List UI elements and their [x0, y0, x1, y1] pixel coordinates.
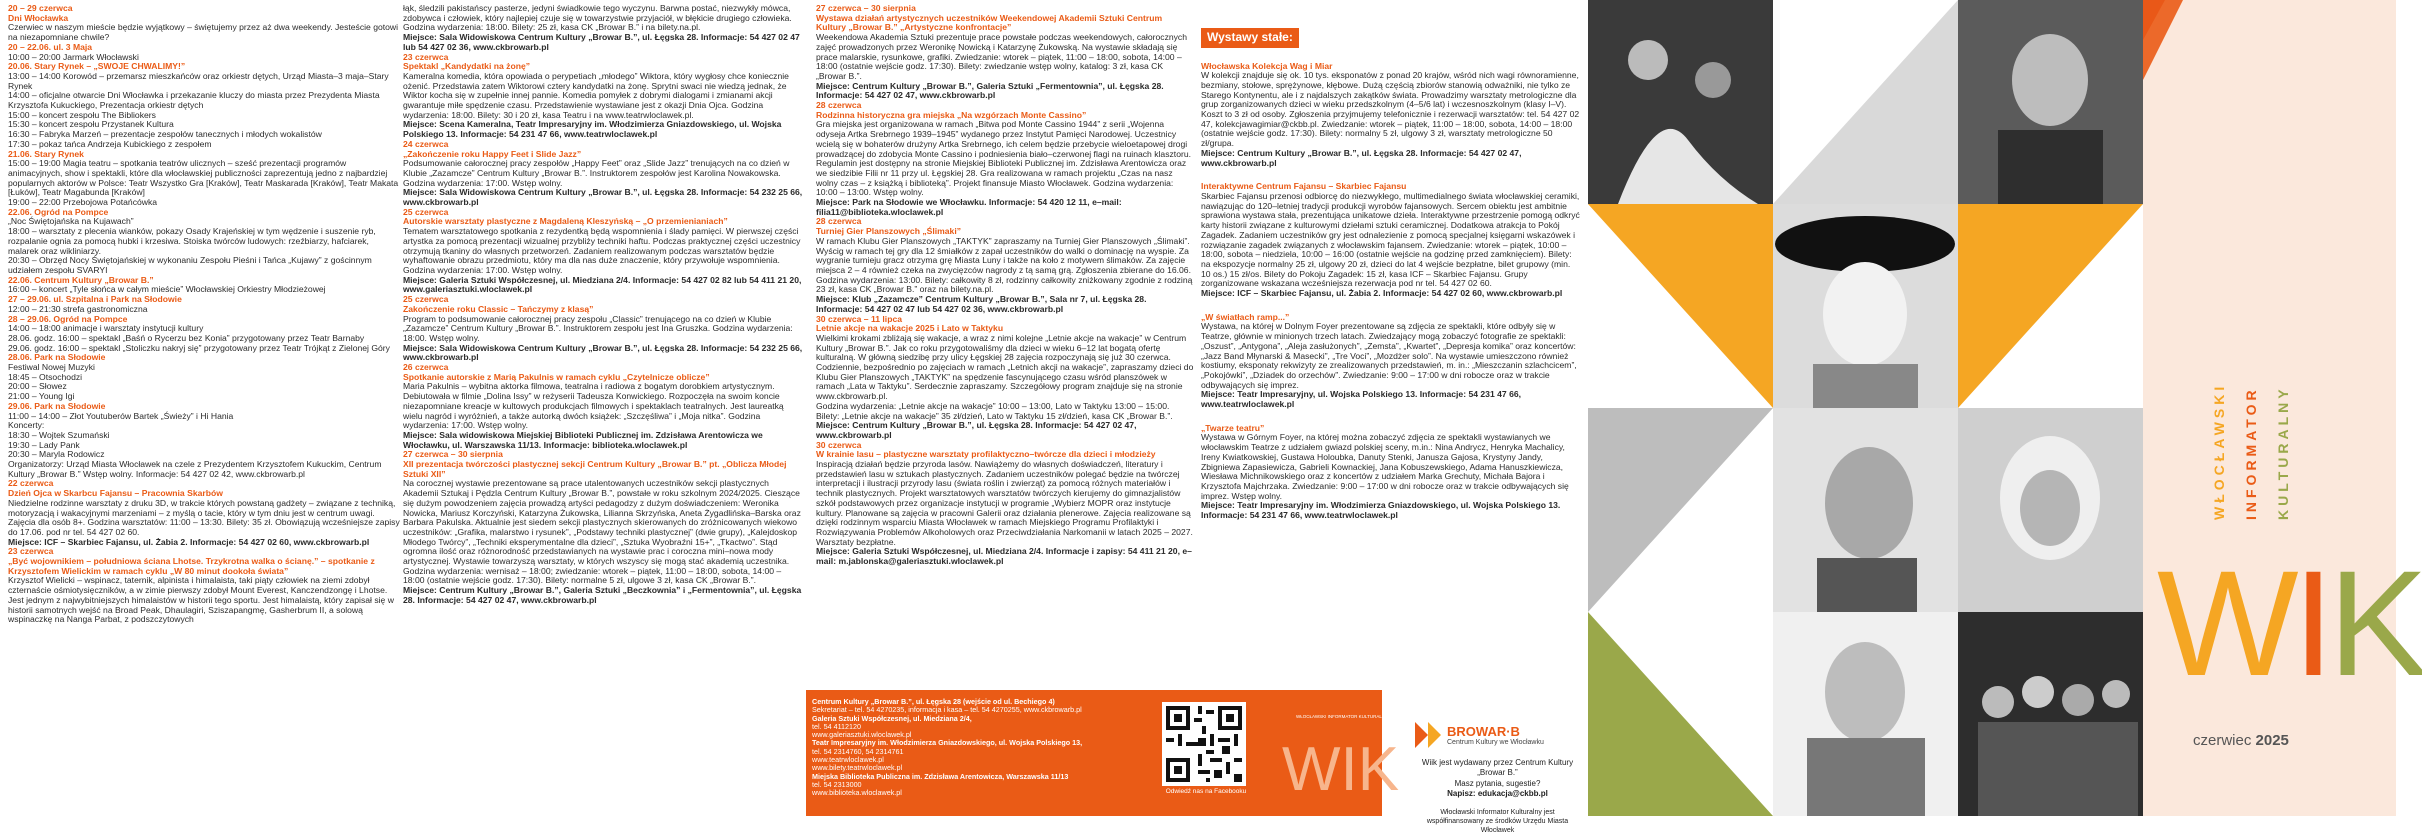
woman-hat-photo-icon	[1773, 204, 1958, 408]
event-venue: Miejsce: ICF – Skarbiec Fajansu, ul. Żabia 2. Informacje: 54 427 02 60, www.ckbrowarb.pl	[1201, 288, 1563, 299]
event-text: 20:30 – Obrzęd Nocy Świętojańskiej w wykonaniu Zespołu Pieśni i Tańca „Kujawy” z gościnnym udziałem zespołu SVARYI	[8, 255, 372, 275]
event-venue: Miejsce: Klub „Zazamcze” Centrum Kultury „Browar B.”, Sala nr 7, ul. Łęgska 28. Informacje: 54 427 02 47 lub 54 427 02 36, www.ckbrowarb.pl	[816, 294, 1147, 314]
event-text: 15:00 – 19:00 Magia teatru – spotkania teatrów ulicznych – sześć prezentacji programów animacyjnych, show i spektakli, które dla włocławskiej publiczności zaprezentują jedno z najbardziej popularnych aktorów w Polsce: Teatr Wszystko Gra [Kraków], Teatr Maskarada [Kraków], Teatr Makata [Łuków], Teatr Magabunda [Kraków]	[8, 158, 399, 198]
event-heading: Wystawa działań artystycznych uczestników Weekendowej Akademii Sztuki Centrum Kultury „Browar B.” „Artystyczne konfrontacje”	[816, 12, 1163, 33]
photo-blonde-woman	[1958, 408, 2143, 612]
event-venue: Miejsce: Centrum Kultury „Browar B.”, ul. Łęgska 28. Informacje: 54 427 02 47, www.ckbrowarb.pl	[1201, 147, 1522, 168]
qr-label: Odwiedź nas na Facebooku	[1165, 788, 1247, 795]
event-venue: Miejsce: Galeria Sztuki Współczesnej, ul. Miedziana 2/4. Informacje: 54 427 02 82 lub 54 411 21 20, www.galeriasztuki.wloclawek.pl	[403, 274, 802, 295]
dancers-photo-icon	[1588, 0, 1773, 204]
section-badge: Wystawy stałe:	[1201, 28, 1299, 48]
event-heading: 20.06. Stary Rynek – „SWOJE CHWALIMY!”	[8, 61, 186, 72]
man-photo-icon	[1958, 0, 2143, 204]
event-text: Godzina wydarzenia: „Letnie akcje na wakacje” 10:00 – 13:00, Lato w Taktyku 13:00 – 15:00. Bilety: „Letnie akcje na wakacje” 35 zł/dzień, Lato w Taktyku 15 zł/dzień, kasa CK „Browar B.”.	[816, 400, 1173, 421]
triangle-pattern-icon	[1588, 204, 1773, 408]
event-heading: Spotkanie autorskie z Marią Pakulnis w ramach cyklu „Czytelnicze oblicze”	[403, 371, 710, 382]
event-text: łąk, śledzili pakistańscy pasterze, jedyni świadkowie tego wyczynu. Barwna postać, niezwykły mówca, zdobywca i człowiek, który najlepiej czuje się w towarzystwie przyjaciół, w błękicie drugiego człowieka. Godzina wydarzenia: 18:00. Bilety: 25 zł, kasa CK „Browar B.” i na bilety.na.pl.	[403, 3, 792, 33]
event-heading: 20 – 29 czerwca	[8, 3, 73, 13]
cover-date	[2193, 732, 2289, 749]
event-text: 14:00 – 18:00 animacje i warsztaty instytucji kultury	[8, 323, 204, 334]
event-heading: 20 – 22.06. ul. 3 Maja	[8, 41, 93, 52]
column-events-3	[816, 4, 1194, 794]
event-heading: Włocławska Kolekcja Wag i Miar	[1201, 60, 1333, 71]
event-text: Podsumowanie całorocznej pracy zespołów „Happy Feet” oraz „Slide Jazz” trenujących na co dzień w Klubie „Zazamcze” Centrum Kultury „Browar B.”. Instruktorem zespołów jest Karolina Nowakowska. Godzina wydarzenia: 17:00. Wstęp wolny.	[403, 158, 790, 188]
event-text: Czerwiec w naszym mieście będzie wyjątkowy – świętujemy przez aż dwa weekendy. Jesteście gotowi na niezapomniane chwile?	[8, 22, 399, 43]
contact-line: Sekretariat – tel. 54 4270235, informacja i kasa – tel. 54 4270255, www.ckbrowarb.pl	[812, 705, 1082, 715]
cover-word-3: KULTURALNY	[2275, 385, 2291, 520]
event-text: 16:30 – Fabryka Marzeń – prezentacje zespołów tanecznych i młodych wokalistów	[8, 129, 322, 140]
event-text: Kameralna komedia, która opowiada o perypetiach „młodego” Wiktora, który wygłosy chce koniecznie ożenić. Przedstawia zatem Wiktorowi cztery kandydatki na żonę. Sprytni swaci nie wiedzą jednak, że Wiktor kocha się w zupełnie innej pannie. Komedia pomyłek z dobrymi dialogami i zmianami akcji gwarantuje miłe spędzenie czasu. Przedstawienie wystawiane jest z okazji Dnia Ojca. Godzina wydarzenia: 18:00. Bilety: 30 i 20 zł, kasa Teatru i na www.teatrwloclawek.pl.	[403, 70, 789, 120]
publisher-funding: Włocławski Informator Kulturalny jest współfinansowany ze środków Urzędu Miasta Włocławek	[1426, 808, 1569, 834]
event-text: 10:00 – 20:00 Jarmark Włocławski	[8, 51, 139, 62]
contact-line: Centrum Kultury „Browar B.”, ul. Łęgska 28 (wejście od ul. Bechiego 4)	[812, 697, 1055, 706]
event-text: Organizatorzy: Urząd Miasta Włocławek na czele z Prezydentem Krzysztofem Kukuckim, Centrum Kultury „Browar B.” Wstęp wolny. Informacje: 54 427 02 42, www.ckbrowarb.pl	[8, 459, 382, 479]
event-heading: 27 czerwca – 30 sierpnia	[403, 449, 503, 460]
event-heading: 25 czerwca	[403, 206, 449, 217]
event-heading: 30 czerwca – 11 lipca	[816, 313, 903, 324]
event-text: Krzysztof Wielicki – wspinacz, taternik, alpinista i himalaista, taki piąty człowiek na ziemi zdobył czternaście ośmiotysięczników, a w zimie pierwszy zdobył Mount Everest, Kanczendzongę i Lhotse. Jest jednym z najwybitniejszych himalaistów w historii tego sportu. Jest himalaistą, który zapisał się w historii samotnych wejść na Broad Peak, Dhaulagiri, Sziszapangmę, Gasherbrum II, a solową wspinaczkę na Nanga Parbat, z podszczytowych	[8, 575, 394, 625]
event-text: 20:30 – Maryla Rodowicz	[8, 449, 105, 460]
event-heading: 21.06. Stary Rynek	[8, 148, 84, 159]
event-text: 11:00 – 14:00 – Złot Youtuberów Bartek „Świeży” i Hi Hania	[8, 410, 234, 421]
contact-addresses	[812, 698, 1142, 797]
small-logo-sub: WŁOCŁAWSKI INFORMATOR KULTURALNY	[1296, 714, 1389, 719]
contact-line[interactable]: www.bilety.teatrwloclawek.pl	[812, 763, 903, 773]
blonde-woman-photo-icon	[1958, 408, 2143, 612]
small-logo-text: WIK	[1282, 735, 1400, 804]
browar-logo-icon	[1415, 722, 1441, 748]
publisher-email[interactable]: Napisz: edukacja@ckbb.pl	[1447, 789, 1548, 799]
event-heading: Dni Włocławka	[8, 12, 69, 23]
event-heading: „W światłach ramp...”	[1201, 311, 1290, 322]
event-heading: Spektakl „Kandydatki na żonę”	[403, 61, 531, 72]
cover-month: czerwiec	[2193, 732, 2252, 749]
spacer	[1201, 299, 1581, 313]
photo-dancers	[1588, 0, 1773, 204]
event-text: 28.06. godz. 16:00 – spektakl „Baśń o Rycerzu bez Konia” przygotowany przez Teatr Barnaby	[8, 332, 365, 343]
event-text: Koncerty:	[8, 420, 45, 431]
browar-logo-sub: Centrum Kultury we Włocławku	[1447, 739, 1544, 746]
event-venue: Miejsce: Park na Słodowie we Włocławku. Informacje: 54 420 12 11, e–mail: filia11@biblioteka.wloclawek.pl	[816, 197, 1122, 217]
event-venue: Miejsce: Galeria Sztuki Współczesnej, ul. Miedziana 2/4. Informacje i zapisy: 54 411 21 20, e–mail: m.jablonska@galeriasztuki.wloclawek.pl	[816, 546, 1192, 567]
event-venue: Miejsce: Centrum Kultury „Browar B.”, Galeria Sztuki „Fermentownia”, ul. Łęgska 28. Informacje: 54 427 02 47, www.ckbrowarb.pl	[816, 80, 1164, 101]
contact-line: Teatr Impresaryjny im. Włodzimierza Gniazdowskiego, ul. Wojska Polskiego 13,	[812, 738, 1083, 748]
event-text: Weekendowa Akademia Sztuki prezentuje prace powstałe podczas weekendowych, całorocznych zajęć prowadzonych przez Weronikę Nowicką i Katarzynę Żukowską. Na wystawie składają się prace malarskie, rysunkowe, grafiki. Zwiedzanie: wtorek – piątek, 11:00 – 18:00, sobota, 14:00 – 18:00 (ostatnie wejście godz. 17:30). Bilety: zwiedzanie wstęp wolny, katalog: 3 zł, kasa CK „Browar B.”.	[816, 32, 1188, 81]
event-heading: XII prezentacja twórczości plastycznej sekcji Centrum Kultury „Browar B.” pt. „Oblicza Młodej Sztuki XII”	[403, 459, 787, 479]
event-text: 21:00 – Young Igi	[8, 391, 75, 402]
pattern-tile-3	[1958, 204, 2143, 408]
contact-line: Galeria Sztuki Współczesnej, ul. Miedziana 2/4,	[812, 713, 972, 723]
event-text: 16:00 – koncert „Tyle słońca w całym mieście” Włocławskiej Orkiestry Młodzieżowej	[8, 284, 326, 295]
event-heading: 28 czerwca	[816, 100, 862, 111]
event-heading: Interaktywne Centrum Fajansu – Skarbiec Fajansu	[1201, 181, 1407, 192]
event-heading: 23 czerwca	[403, 51, 449, 62]
event-text: 18:30 – Wojtek Szumański	[8, 429, 110, 440]
event-venue: Miejsce: Teatr Impresaryjny, ul. Wojska Polskiego 13. Informacje: 54 231 47 66, www.teatrwloclawek.pl	[1201, 389, 1522, 410]
cover-logo-i: I	[2292, 539, 2329, 707]
event-text: Na corocznej wystawie prezentowane są prace utalentowanych uczestników sekcji plastycznych Akademii Sztukaj i Pędzla Centrum Kultury „Browar B.”, powstałe w roku szkolnym 2024/2025. Cieszące się dużym powodzeniem zajęcia prowadzą artyści pedagodzy z dużym doświadczeniem: Weronika Nowicka, Mariusz Korczyński, Katarzyna Żukowska, Lilianna Skrzyńska, Aneta Żygadlińska–Barska oraz Barbara Pakulska. Aktualnie jest siedem sekcji plastycznych skierowanych do zróżnicowanych wiekowo uczestników: „Grafika, malarstwo i rysunek”, „Podstawy techniki plastycznej” (dwie grupy), „Kalejdoskop Młodego Twórcy”, „Techniki eksperymentalne dla dzieci”, „Sztuka Wyobraźni 15+”, „Tkactwo”. Stąd ogromna ilość oraz różnorodność przedstawianych na wystawie prac i coroczna mini–nowa mody artystycznej. Wystawie towarzyszą warsztaty, w których wszyscy się mogą stać akademią uczestnika. Godzina wydarzenia: wernisaż – 18:00; zwiedzanie: wtorek – piątek, 11:00 – 18:00, sobota, 14:00 – 18:00 (ostatnie wejście godz. 17:30). Bilety: normalne 5 zł, ulgowe 3 zł, kasa CK „Browar B.”.	[403, 478, 801, 586]
spacer	[1201, 410, 1581, 424]
event-heading: Zakończenie roku Classic – Tańczymy z klasą”	[403, 303, 594, 314]
contact-line: tel. 54 2313000	[812, 779, 862, 789]
contact-line[interactable]: www.teatrwloclawek.pl	[812, 754, 884, 764]
event-venue: Miejsce: Sala Widowiskowa Centrum Kultury „Browar B.”, ul. Łęgska 28. Informacje: 54 232 25 66, www.ckbrowarb.pl	[403, 342, 803, 363]
event-venue: Miejsce: Centrum Kultury „Browar B.”, ul. Łęgska 28. Informacje: 54 427 02 47, www.ckbrowarb.pl	[816, 420, 1137, 440]
event-text: Wystawa w Górnym Foyer, na której można zobaczyć zdjęcia ze spektakli wystawianych we włocławskim Teatrze z udziałem gwiazd polskiej sceny, m.in.: Nina Andrycz, Henryka Machalicy, Ireny Kwiatkowskiej, Gustawa Holoubka, Danuty Stenki, Janusza Gajosa, Krystyny Jandy, Zbigniewa Zapasiewicza, Gabrieli Kownackiej, Jana Kobuszewskiego, Adama Hanuszkiewicza, Wiesława Michnikowskiego oraz z koncertów z udziałem Marka Grechuty, Michała Bajora i Krzysztofa Majchrzaka. Zwiedzanie: 9:00 – 17:00 w dni robocze oraz w trakcie odbywających się imprez. Wstęp wolny.	[1201, 432, 1569, 501]
event-venue: Miejsce: Sala widowiskowa Miejskiej Biblioteki Publicznej im. Zdzisława Arentowicza we Włocławku, ul. Warszawska 11/13. Informacje: biblioteka.wloclawek.pl	[403, 429, 763, 450]
event-text: 17:30 – pokaz tańca Andrzeja Kubickiego z zespołem	[8, 138, 212, 149]
elder-man-photo-icon	[1773, 408, 1958, 612]
event-venue: Miejsce: Centrum Kultury „Browar B.”, Galeria Sztuki „Beczkownia” i „Fermentownia”, ul. Łęgska 28. Informacje: 54 427 02 47, www.ckbrowarb.pl	[403, 585, 802, 605]
photo-actress	[1773, 612, 1958, 816]
event-text: Wystawa, na której w Dolnym Foyer prezentowane są zdjęcia ze spektakli, które odbyły się w Teatrze, głównie w minionych trzech latach. Zwiedzający mogą zobaczyć fotografie ze spektakli: „Oszust”, „Antygona”, „Aleja zasłużonych”, „Zemsta”, „Kwartet”, „Depresja komika” oraz koncertów: „Jazz Band Młynarski & Masecki”, „Tre Voci”, „Mozdżer solo”. Na wystawie umieszczono również kostiumy, eksponaty rekwizyty ze zrealizowanych przedstawień, m. in.: „Mieszczanin szlachcicem”, „Pokojówki”, „Dziadek do orzechów”. Zwiedzanie: 9:00 – 17:00 w dni robocze oraz w trakcie odbywających się imprez.	[1201, 321, 1577, 390]
event-text: Wielkimi krokami zbliżają się wakacje, a wraz z nimi kolejne „Letnie akcje na wakacje” w Centrum Kultury „Browar B.”. Jak co roku przygotowaliśmy dla dzieci w wieku 6–12 lat bogatą ofertę kulturalną. W główną siedzibę przy ulicy Łęgskiej 28 zajęcia rozpoczynają się już 30 czerwca. Codziennie, bezpośrednio po zajęciach w ramach „Letnich akcji na wakacje”, zapraszamy dzieci do Klubu Gier Planszowych „TAKTYK” na spędzenie fascynującego czasu wśród planszówek w ramach „Lata w Taktyku”. Serdecznie zapraszamy. Szczegółowy program znajduje się na stronie www.ckbrowarb.pl.	[816, 332, 1194, 402]
publisher-info	[1415, 722, 1580, 835]
event-text: Tematem warsztatowego spotkania z rezydentką będą wspomnienia i ślady pamięci. W pierwszej części artystka za pomocą prezentacji wizualnej przybliży techniki haftu. Podczas praktycznej części uczestnicy otrzymują tkaniny do własnych przetworzeń. Zadaniem realizowanym podczas warsztatów będzie wyhaftowanie obrazu przedmiotu, który ma dla nas duże znaczenie, który przywołuje wspomnienia. Godzina wydarzenia: 17:00. Wstęp wolny.	[403, 226, 801, 275]
event-text: 13:00 – 14:00 Korowód – przemarsz mieszkańców oraz orkiestr dętych, Urząd Miasta–3 maja–Stary Rynek	[8, 70, 389, 91]
event-text: Gra miejska jest organizowana w ramach „Bitwa pod Monte Cassino 1944” z serii „Wojenna odyseja Artka Srebrnego 1939–1945” wydanego przez Instytut Pamięci Narodowej. Uczestnicy wcielą się w bohaterów drużyny Artka Srebrnego, ich celem będzie przebycie wieloetapowej drogi prowadzącej do zdobycia Monte Cassino i podniesienia biało–czerwonej flagi na ruinach klasztoru. Regulamin jest dostępny na stronie Miejskiej Biblioteki Publicznej im. Zdzisława Arentowicza oraz we siedzibie Filii nr 11 przy ul. Łęgskiej 28. Gra realizowana w ramach projektu „Czas na nasz wolny czas – z książką i biblioteką”. Projekt finansuje Miasto Włocławek. Godzina wydarzenia: 10:00 – 13:00. Wstęp wolny.	[816, 119, 1191, 198]
event-heading: 28 – 29.06. Ogród na Pompce	[8, 313, 128, 324]
triangle-pattern-icon	[1588, 408, 1773, 612]
event-text: 19:00 – 22:00 Przebojowa Potańcówka	[8, 197, 158, 208]
triangle-pattern-icon	[1958, 204, 2143, 408]
band-photo-icon	[1958, 612, 2143, 816]
event-heading: Letnie akcje na wakacje 2025 i Lato w Taktyku	[816, 323, 1004, 334]
column-events-1	[8, 4, 400, 814]
pattern-tile-5	[1588, 612, 1773, 816]
column-events-2	[403, 4, 803, 814]
cover-logo-k: K	[2328, 539, 2422, 707]
event-text: 19:30 – Lady Pank	[8, 439, 80, 450]
cover-panel	[2143, 0, 2422, 816]
event-heading: Autorskie warsztaty plastyczne z Magdaleną Kleszyńską – „O przemienianiach”	[403, 216, 728, 227]
photo-woman-hat	[1773, 204, 1958, 408]
event-text: 18:00 – warsztaty z plecenia wianków, pokazy Osady Krajeńskiej w tym wędzenie i suszenie ryb, rozpalanie ognia za pomocą hubki i krzesiwa. Stoiska twórców ludowych: rzeźbiarzy, hafciarek, malarek oraz wikliniarzy.	[8, 226, 376, 256]
event-heading: „Być wojownikiem – południowa ściana Lhotse. Trzykrotna walka o ścianę.” – spotkanie z Krzysztofem Wielickim w ramach cyklu „W 80 minut dookoła świata”	[8, 556, 375, 576]
triangle-pattern-icon	[1588, 612, 1773, 816]
event-venue: Miejsce: Sala Widowiskowa Centrum Kultury „Browar B.”, ul. Łęgska 28. Informacje: 54 427 02 47 lub 54 427 02 36, www.ckbrowarb.pl	[403, 32, 800, 52]
event-heading: Dzień Ojca w Skarbcu Fajansu – Pracownia Skarbów	[8, 488, 223, 499]
event-venue: Miejsce: Scena Kameralna, Teatr Impresaryjny im. Włodzimierza Gniazdowskiego, ul. Wojska Polskiego 13. Informacje: 54 231 47 66, www.teatrwloclawek.pl	[403, 119, 782, 140]
publisher-line-2: Masz pytania, sugestie?	[1454, 778, 1541, 788]
cover-year: 2025	[2255, 732, 2289, 749]
event-text: Program to podsumowanie całorocznej pracy zespołu „Classic” trenującego na co dzień w Klubie „Zazamcze” Centrum Kultury „Browar B.”. Instruktorem zespołu jest Ina Gruszka. Godzina wydarzenia: 18:00. Wstęp wolny.	[403, 313, 793, 343]
event-heading: 22 czerwca	[8, 478, 54, 489]
event-heading: 27 czerwca – 30 sierpnia	[816, 3, 916, 13]
event-text: „Noc Świętojańska na Kujawach”	[8, 216, 134, 227]
triangle-pattern-icon	[1773, 0, 1958, 204]
contact-line[interactable]: www.galeriasztuki.wloclawek.pl	[812, 730, 912, 740]
photo-band	[1958, 612, 2143, 816]
event-text: Festiwal Nowej Muzyki	[8, 362, 95, 373]
event-heading: 27 – 29.06. ul. Szpitalna i Park na Słodowie	[8, 294, 182, 305]
event-text: 14:00 – oficjalne otwarcie Dni Włocławka i przekazanie kluczy do miasta przez Prezydenta Miasta Krzysztofa Kukuckiego, Prezentacja orkiestr dętych	[8, 90, 380, 111]
publisher-line-1: Wiik jest wydawany przez Centrum Kultury „Browar B.”	[1421, 758, 1574, 778]
qr-code[interactable]	[1162, 702, 1246, 786]
actress-photo-icon	[1773, 612, 1958, 816]
event-heading: 24 czerwca	[403, 138, 449, 149]
cover-logo-w: W	[2157, 539, 2293, 707]
event-heading: W krainie lasu – plastyczne warsztaty profilaktyczno–twórcze dla dzieci i młodzieży	[816, 449, 1156, 460]
event-text: W ramach Klubu Gier Planszowych „TAKTYK” zapraszamy na Turniej Gier Planszowych „Ślimaki”. Wyścig w ramach tej gry dla 12 śmiałków z zapał uczestników do walki o dominację na wyspie. Za wygranie turnieju gracz otrzyma grę Miasta Luny i także na koło z motywem ślimaków. Za zajęcie miejsca 2 – 4 również czeka na zwycięzców nagrody z tą samą grą. Zgłoszenia zbierane do 16.06. Godzina wydarzenia: 13:00. Bilety: całkowity 8 zł, rodzinny całkowity zniżkowany zgodnie z rodziną 23 zł, kasa CK „Browar B.” oraz na bilety.na.pl.	[816, 235, 1193, 295]
event-venue: Miejsce: Sala Widowiskowa Centrum Kultury „Browar B.”, ul. Łęgska 28. Informacje: 54 232 25 66, www.ckbrowarb.pl	[403, 187, 803, 208]
event-text: 20:00 – Słowez	[8, 381, 67, 392]
event-heading: 29.06. Park na Słodowie	[8, 400, 106, 411]
event-text: 15:30 – koncert zespołu Przystanek Kultura	[8, 119, 174, 130]
pattern-tile-1	[1773, 0, 1958, 204]
pattern-tile-4	[1588, 408, 1773, 612]
spacer	[1201, 168, 1581, 182]
cover-word-2: INFORMATOR	[2243, 386, 2259, 520]
contact-strip	[806, 690, 1400, 816]
event-text: 18:45 – Otsochodzi	[8, 371, 83, 382]
event-venue: Miejsce: ICF – Skarbiec Fajansu, ul. Żabia 2. Informacje: 54 427 02 60, www.ckbrowarb.pl	[8, 536, 370, 547]
event-heading: „Zakończenie roku Happy Feet i Slide Jazz”	[403, 148, 582, 159]
event-heading: „Twarze teatru”	[1201, 422, 1265, 433]
photo-elder-man	[1773, 408, 1958, 612]
contact-line: tel. 54 4112120	[812, 721, 862, 731]
event-venue: Miejsce: Teatr Impresaryjny im. Włodzimierza Gniazdowskiego, ul. Wojska Polskiego 13. Informacje: 54 231 47 66, www.teatrwloclawek.pl	[1201, 500, 1561, 521]
cover-word-1: WŁOCŁAWSKI	[2211, 382, 2227, 520]
small-wik-logo	[1276, 700, 1400, 810]
event-heading: 28.06. Park na Słodowie	[8, 352, 106, 363]
event-heading: 30 czerwca	[816, 439, 862, 450]
event-heading: 26 czerwca	[403, 362, 449, 373]
photo-grid	[1588, 0, 2143, 816]
event-heading: 22.06. Ogród na Pompce	[8, 206, 109, 217]
contact-line[interactable]: www.biblioteka.wloclawek.pl	[812, 788, 902, 798]
cover-logo	[2157, 539, 2422, 707]
event-text: Maria Pakulnis – wybitna aktorka filmowa, teatralna i radiowa z bogatym dorobkiem artystycznym. Debiutowała w filmie „Dolina Issy” w reżyserii Tadeusza Konwickiego. Rozpoczęła na swoim koncie niezapomniane kreacje w kultowych produkcjach filmowych i spektaklach teatralnych. Jest laureatką wielu nagród i wyróżnień, a także autorką dwóch książek: „Szczęśliwa” i „Moja nitka”. Godzina wydarzenia: 17:00. Wstęp wolny.	[403, 381, 784, 431]
event-heading: 28 czerwca	[816, 216, 862, 227]
photo-man-portrait	[1958, 0, 2143, 204]
event-text: W kolekcji znajduje się ok. 10 tys. eksponatów z ponad 20 krajów, wśród nich wagi równoramienne, bezmiany, stołowe, sprężynowe, kłębowe. Dużą częścią zbiorów stanowią odważniki, nie tylko ze Starego Kontynentu, ale i z najdalszych zakątków świata. Prowadzimy warsztaty metrologiczne dla grup zorganizowanych dzieci w wieku przedszkolnym (4–5/6 lat) i wczesnoszkolnym (klasy I–V). Koszt to 3 zł od osoby. Zgłoszenia przyjmujemy telefonicznie i rezerwacji warsztatów: tel. 54 427 02 47, kolekcjawagimiar@ckbb.pl. Zwiedzanie: wtorek – piątek, 11:00 – 18:00, sobota, 14:00 – 18:00 (ostatnie wejście godz. 17:30). Bilety: normalny 5 zł, ulgowy 3 zł, warsztaty metrologiczne 50 zł/grupa.	[1201, 70, 1580, 149]
event-text: 29.06. godz. 16:00 – spektakl „Stoliczku nakryj się” przygotowany przez Teatr Trójkąt z Zielonej Góry	[8, 342, 390, 353]
pattern-tile-2	[1588, 204, 1773, 408]
event-text: 12:00 – 21:30 strefa gastronomiczna	[8, 303, 148, 314]
event-heading: 25 czerwca	[403, 294, 449, 305]
event-text: Inspiracją działań będzie przyroda lasów. Nawiążemy do własnych doświadczeń, literatury i przedstawień lasu w sztukach plastycznych. Zadaniem uczestników polegać będzie na twórczej interpretacji i ilustracji przyrody lasu (świata roślin i zwierząt) za pomocą różnych materiałów i technik plastycznych. Projekt warsztatowych warsztatów twórczych kierujemy do gimnazjalistów szkół podstawowych przez organizacje instytucji w programie „Wybierz MOPR oraz instytucje kultury. Planowane są zajęcia w pracowni Galerii oraz działania plenerowe. Zajęcia realizowane są dzięki rodzinnym wsparciu Miasta Włocławek w ramach Miejskiego Programu Profilaktyki i Rozwiązywania Problemów Alkoholowych oraz Przeciwdziałania Narkomanii w latach 2025 – 2027. Warsztaty bezpłatne.	[816, 459, 1193, 547]
event-text: Skarbiec Fajansu przenosi odbiorcę do niezwykłego, multimedialnego świata włocławskiej ceramiki, nawiązując do 120–letniej tradycji produkcji wyrobów fajansowych. Sercem obiektu jest ambitnie sprawiona wystawa stała, prezentująca unikatowe dzieła. Interaktywne przestrzenie pomogą odkryć karty historii związane z kulturowymi dziełami sztuki ceramicznej. Dodatkowa atrakcja to Pokój Zagadek. Zadaniem uczestników gry jest odnalezienie z pomocą specjalnej księgarni wskazówek i rozwiązanie zagadek związanych z włocławskim fajansem. Zwiedzanie: wtorek – piątek, 10:00 – 18:00, sobota – niedziela, 10:00 – 16:00 (ostatnie wejście na godzinę przed zamknięciem). Bilety: na ekspozycje normalny 25 zł, ulgowy 20 zł, dzieci do lat 4 wejście bezpłatne, bilet grupowy (min. 10 os.) 15 zł/os. Bilety do Pokoju Zagadek: 15 zł, kasa ICF – Skarbiec Fajansu. Grupy zorganizowane wskazana wcześniejsza rezerwacja pod nr tel. 54 427 02 60.	[1201, 190, 1580, 289]
qr-code-icon	[1162, 702, 1246, 786]
browar-logo-text: BROWAR·B	[1447, 724, 1520, 739]
event-heading: 23 czerwca	[8, 546, 54, 557]
event-text: 15:00 – koncert zespołu The Bibliokers	[8, 109, 156, 120]
event-heading: Turniej Gier Planszowych „Ślimaki”	[816, 226, 962, 237]
event-heading: Rodzinna historyczna gra miejska „Na wzgórzach Monte Cassino”	[816, 109, 1087, 120]
event-heading: 22.06. Centrum Kultury „Browar B.”	[8, 274, 154, 285]
event-text: Niedzielne rodzinne warsztaty z druku 3D, w trakcie których powstaną gadżety – związane z techniką, motoryzacją i wakacyjnymi marzeniami – z myślą o tacie, który w tym dniu jest w centrum uwagi. Zajęcia dla osób 8+. Godzina warsztatów: 11:00 – 13:30. Bilety: 35 zł. Obowiązują wcześniejsze zapisy do 17.06. pod nr tel. 54 427 02 60.	[8, 497, 400, 537]
contact-line: Miejska Biblioteka Publiczna im. Zdzisława Arentowicza, Warszawska 11/13	[812, 771, 1069, 781]
contact-line: tel. 54 2314760, 54 2314761	[812, 746, 904, 756]
